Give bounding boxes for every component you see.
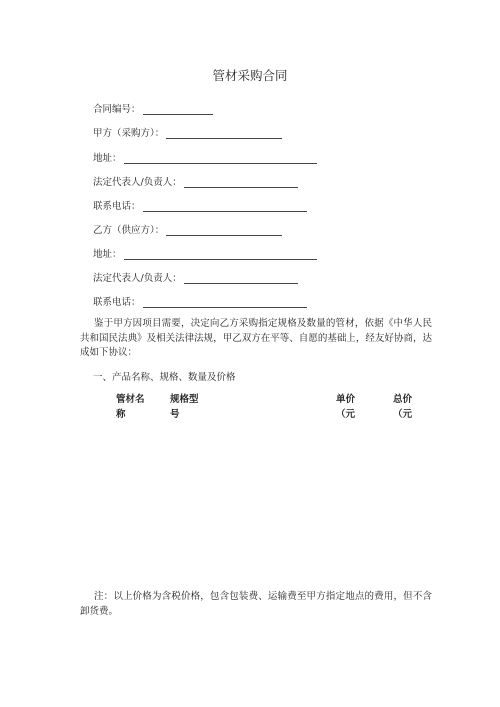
party-a-phone-blank xyxy=(143,202,307,212)
party-a-address-label: 地址： xyxy=(93,153,122,164)
header-unit-price: 单价 （元 xyxy=(336,394,356,420)
party-a-address-field xyxy=(93,150,317,164)
contract-number-blank xyxy=(143,105,213,115)
party-b-address-blank xyxy=(124,250,317,260)
header-total-price: 总价 （元 xyxy=(393,394,413,420)
section-1-heading: 一、产品名称、规格、数量及价格 xyxy=(93,372,236,383)
party-a-rep-blank xyxy=(184,178,298,188)
party-b-rep-label: 法定代表人/负责人： xyxy=(93,273,182,284)
header-spec-model: 规格型 号 xyxy=(170,394,199,420)
party-a-address-blank xyxy=(124,154,317,164)
party-b-blank xyxy=(166,226,282,236)
contract-number-field xyxy=(93,101,213,115)
party-a-phone-field xyxy=(93,198,307,212)
party-b-rep-blank xyxy=(184,274,298,284)
party-a-label: 甲方（采购方）： xyxy=(93,128,165,139)
party-a-rep-field xyxy=(93,174,298,188)
header-product-name: 管材名 称 xyxy=(116,394,145,420)
party-b-phone-label: 联系电话： xyxy=(93,297,141,308)
price-note: 注：以上价格为含税价格，包含包装费、运输费至甲方指定地点的费用，但不含卸货费。 xyxy=(80,591,432,617)
party-a-field xyxy=(93,125,282,139)
party-b-phone-field xyxy=(93,294,307,308)
party-b-label: 乙方（供应方）： xyxy=(93,225,165,236)
intro-paragraph: 鉴于甲方因项目需要，决定向乙方采购指定规格及数量的管材，依据《中华人民共和国民法典》及相关法律法规，甲乙双方在平等、自愿的基础上，经友好协商，达成如下协议： xyxy=(80,318,432,358)
party-b-rep-field xyxy=(93,270,298,284)
document-title: 管材采购合同 xyxy=(212,68,288,83)
party-b-address-field xyxy=(93,246,317,260)
party-b-phone-blank xyxy=(143,298,307,308)
party-b-address-label: 地址： xyxy=(93,249,122,260)
party-b-field xyxy=(93,222,282,236)
party-a-blank xyxy=(166,129,282,139)
party-a-phone-label: 联系电话： xyxy=(93,201,141,212)
contract-number-label: 合同编号： xyxy=(93,104,141,115)
party-a-rep-label: 法定代表人/负责人： xyxy=(93,177,182,188)
